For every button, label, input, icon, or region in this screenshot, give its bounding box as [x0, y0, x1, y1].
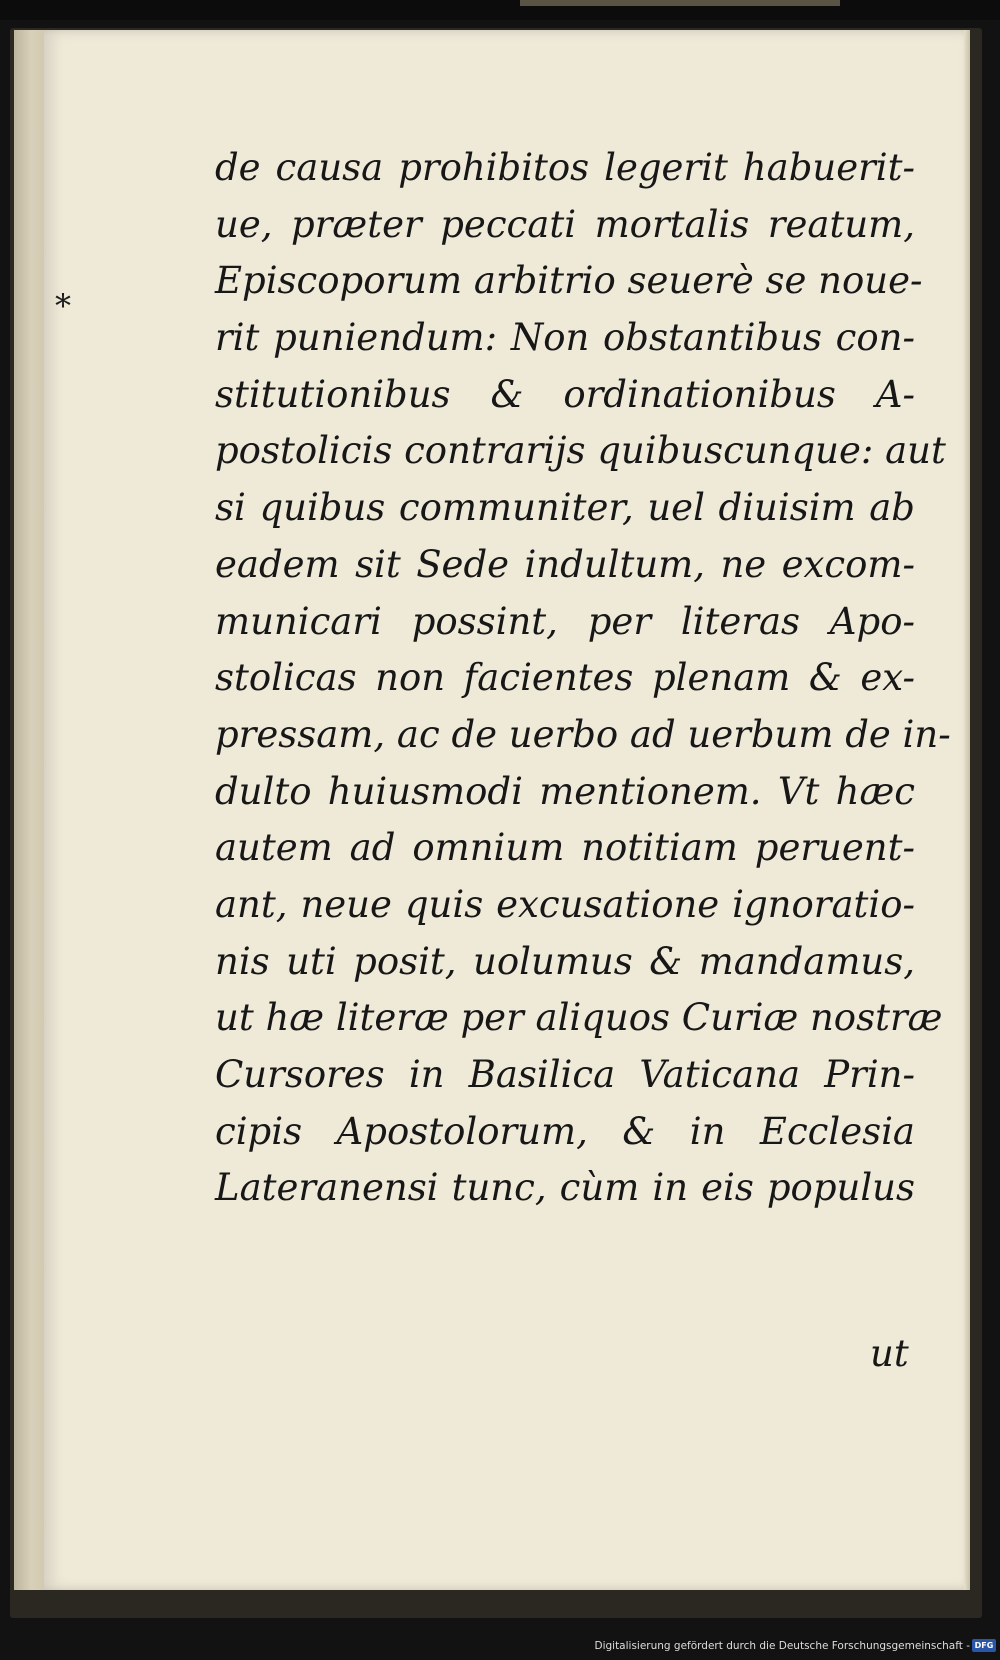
margin-ornament: *: [55, 287, 71, 325]
footer-credit: Digitalisierung gefördert durch die Deutsche Forschungsgemeinschaft -: [594, 1640, 970, 1652]
text-line: ut hæ literæ per aliquos Curiæ nostræ: [215, 996, 943, 1040]
dfg-logo-icon: DFG: [972, 1639, 996, 1652]
text-line: eadem sit Sede indultum, ne excom-: [215, 542, 915, 586]
text-line: ant, neue quis excusatione ignoratio-: [215, 882, 915, 926]
text-line: autem ad omnium notitiam peruent-: [215, 826, 915, 870]
scan-top-strip: [0, 0, 1000, 20]
text-line: si quibus communiter, uel diuisim ab: [215, 486, 915, 530]
text-line: Lateranensi tunc, cùm in eis populus: [215, 1166, 915, 1210]
text-line: postolicis contrarijs quibuscunque: aut: [215, 429, 946, 473]
text-line: pressam, ac de uerbo ad uerbum de in-: [215, 712, 951, 756]
text-line: stolicas non facientes plenam & ex-: [215, 656, 915, 700]
text-line: de causa prohibitos legerit habuerit-: [215, 146, 915, 189]
text-line: stitutionibus & ordinationibus A-: [215, 372, 915, 416]
text-line: cipis Apostolorum, & in Ecclesia: [215, 1109, 915, 1153]
text-line: rit puniendum: Non obstantibus con-: [215, 316, 915, 360]
text-line: nis uti posit, uolumus & mandamus,: [215, 939, 915, 983]
page-text-block: [215, 140, 951, 1217]
text-line: Episcoporum arbitrio seuerè se noue-: [215, 259, 923, 303]
catchword: ut: [870, 1332, 909, 1375]
text-line: municari possint, per literas Apo-: [215, 599, 915, 643]
text-line: Cursores in Basilica Vaticana Prin-: [215, 1053, 915, 1096]
text-line: dulto huiusmodi mentionem. Vt hæc: [215, 769, 915, 813]
page-edge: [14, 30, 48, 1590]
text-line: ue, præter peccati mortalis reatum,: [215, 202, 915, 246]
